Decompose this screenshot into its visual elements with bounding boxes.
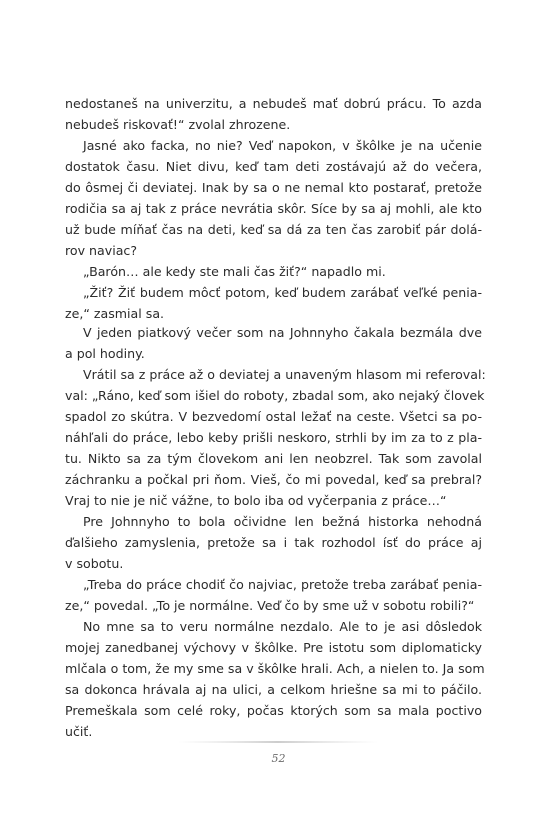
footer-separator (178, 741, 378, 743)
paragraph (65, 511, 482, 574)
paragraph (65, 93, 482, 135)
text-line: val: „Ráno, keď som išiel do roboty, zbadal som, ako nejaký človek (65, 388, 485, 403)
page-number: 52 (271, 752, 286, 765)
text-line: Vrátil sa z práce až o deviatej a unaveným hlasom mi referoval: (83, 367, 486, 382)
text-line: „Barón… ale kedy ste mali čas žiť?“ napadlo mi. (83, 264, 386, 279)
paragraph (65, 364, 486, 511)
text-line: spadol zo skútra. V bezvedomí ostal ležať na ceste. Všetci sa po- (65, 409, 482, 424)
text-line: už bude míňať čas na deti, keď sa dá za ten čas zarobiť pár dolá- (65, 222, 482, 237)
text-line: Jasné ako facka, no nie? Veď napokon, v škôlke je na učenie (83, 138, 482, 153)
text-line: Premeškala som celé roky, počas ktorých som sa mala poctivo (65, 703, 482, 718)
text-line: sa dokonca hrávala aj na ulici, a celkom hriešne sa mi to páčilo. (65, 682, 482, 697)
text-line: V jeden piatkový večer som na Johnnyho čakala bezmála dve (83, 325, 482, 340)
text-line: učiť. (65, 724, 93, 739)
text-line: v sobotu. (65, 556, 124, 571)
paragraph (65, 282, 482, 324)
text-line: mojej zanedbanej výchovy v škôlke. Pre istotu som diplomaticky (65, 640, 482, 655)
text-line: dostatok času. Niet divu, keď tam deti zostávajú až do večera, (65, 159, 482, 174)
paragraph (65, 135, 482, 261)
text-line: záchranku a počkal pri ňom. Vieš, čo mi povedal, keď sa prebral? (65, 472, 482, 487)
text-line: Pre Johnnyho to bola očividne len bežná historka nehodná (83, 514, 482, 529)
text-line: „Treba do práce chodiť čo najviac, pretože treba zarábať penia- (83, 577, 482, 592)
text-line: ďalšieho zamyslenia, pretože sa i tak rozhodol ísť do práce aj (65, 535, 482, 550)
paragraph (65, 322, 482, 364)
text-line: ze,“ povedal. „To je normálne. Veď čo by sme už v sobotu robili?“ (65, 598, 475, 613)
text-section-2 (65, 322, 486, 742)
text-line: No mne sa to veru normálne nezdalo. Ale to je asi dôsledok (83, 619, 482, 634)
text-section-1 (65, 93, 482, 324)
text-line: do ôsmej či deviatej. Inak by sa o ne nemal kto postarať, pretože (65, 180, 482, 195)
text-line: rodičia sa aj tak z práce nevrátia skôr. Síce by sa aj mohli, ale kto (65, 201, 482, 216)
text-line: nedostaneš na univerzitu, a nebudeš mať dobrú prácu. To azda (65, 96, 482, 111)
text-line: a pol hodiny. (65, 346, 145, 361)
text-line: mlčala o tom, že my sme sa v škôlke hrali. Ach, a nielen to. Ja som (65, 661, 485, 676)
paragraph (65, 574, 482, 616)
paragraph (65, 616, 485, 742)
text-line: rov naviac? (65, 243, 138, 258)
text-line: náhľali do práce, lebo keby prišli neskoro, strhli by im za to z pla- (65, 430, 482, 445)
text-line: tu. Nikto sa za tým človekom ani len neobzrel. Tak som zavolal (65, 451, 482, 466)
paragraph (65, 261, 482, 282)
text-line: nebudeš riskovať!“ zvolal zhrozene. (65, 117, 291, 132)
text-line: Vraj to nie je nič vážne, to bolo iba od vyčerpania z práce…“ (65, 493, 447, 508)
text-line: „Žiť? Žiť budem môcť potom, keď budem zarábať veľké penia- (83, 285, 482, 300)
text-line: ze,“ zasmial sa. (65, 306, 165, 321)
